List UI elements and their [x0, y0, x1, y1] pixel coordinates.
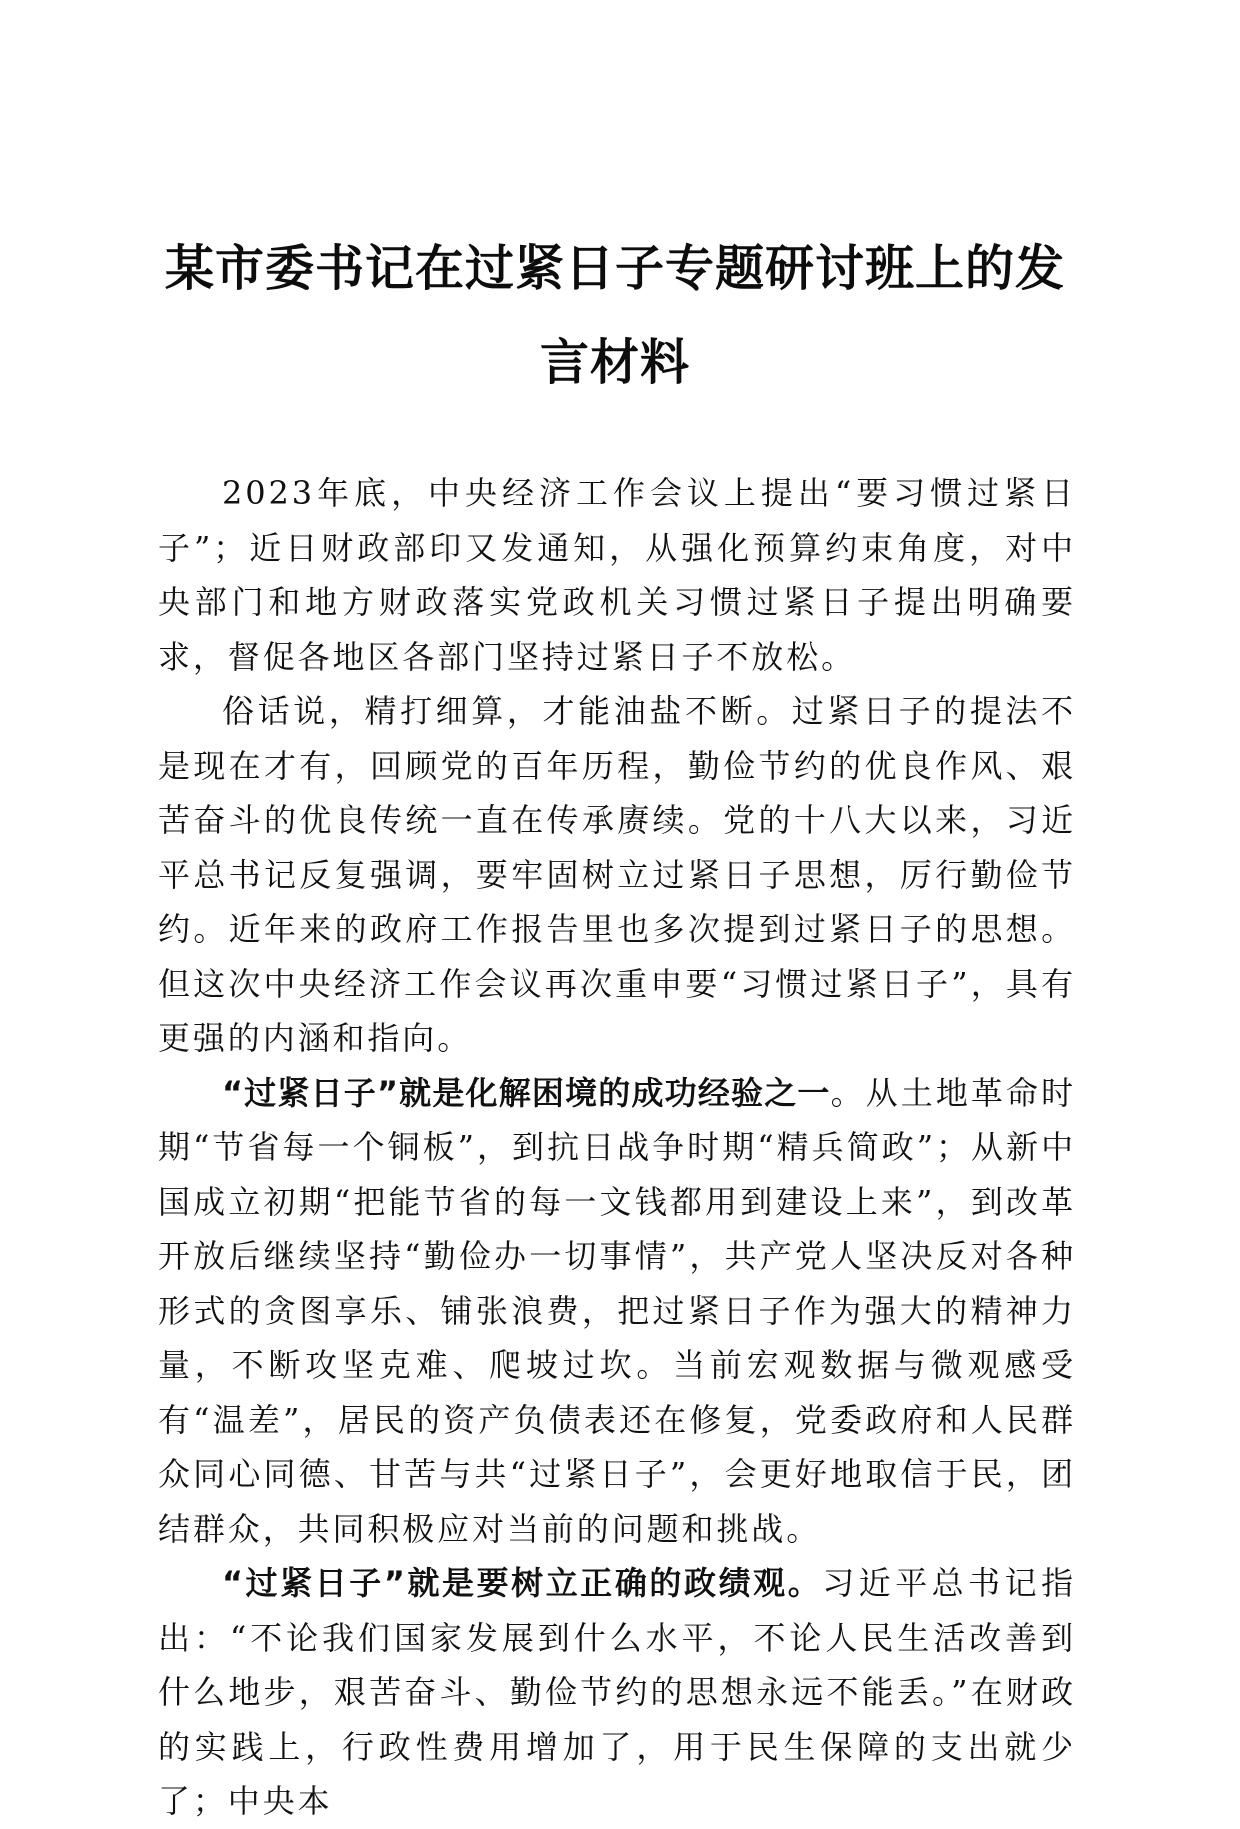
- paragraph-3: [158, 1066, 1076, 1557]
- paragraph-4: [158, 1556, 1076, 1829]
- paragraph-4-lead: “过紧日子”就是要树立正确的政绩观。: [222, 1564, 823, 1602]
- paragraph-3-lead: “过紧日子”就是化解困境的成功经验之一: [222, 1073, 831, 1112]
- paragraph-4-text: 习近平总书记指出：“不论我们国家发展到什么水平，不论人民生活改善到什么地步，艰苦奋斗、勤俭节约的思想永远不能丢。”在财政的实践上，行政性费用增加了，用于民生保障的支出就少了；中央本: [158, 1564, 1076, 1820]
- document-body: [158, 466, 1076, 1829]
- paragraph-2: [158, 684, 1076, 1066]
- document-title: 某市委书记在过紧日子专题研讨班上的发言材料: [164, 240, 1065, 391]
- paragraph-1: [158, 466, 1076, 684]
- paragraph-2-text: 俗话说，精打细算，才能油盐不断。过紧日子的提法不是现在才有，回顾党的百年历程，勤俭节约的优良作风、艰苦奋斗的优良传统一直在传承赓续。党的十八大以来，习近平总书记反复强调，要牢固树立过紧日子思想，厉行勤俭节约。近年来的政府工作报告里也多次提到过紧日子的思想。但这次中央经济工作会议再次重申要“习惯过紧日子”，具有更强的内涵和指向。: [158, 692, 1076, 1057]
- paragraph-1-text: 2023年底，中央经济工作会议上提出“要习惯过紧日子”；近日财政部印又发通知，从强化预算约束角度，对中央部门和地方财政落实党政机关习惯过紧日子提出明确要求，督促各地区各部门坚持过紧日子不放松。: [158, 474, 1076, 676]
- paragraph-3-text: 。从土地革命时期“节省每一个铜板”，到抗日战争时期“精兵简政”；从新中国成立初期“把能节省的每一文钱都用到建设上来”，到改革开放后继续坚持“勤俭办一切事情”，共产党人坚决反对各种形式的贪图享乐、铺张浪费，把过紧日子作为强大的精神力量，不断攻坚克难、爬坡过坎。当前宏观数据与微观感受有“温差”，居民的资产负债表还在修复，党委政府和人民群众同心同德、甘苦与共“过紧日子”，会更好地取信于民，团结群众，共同积极应对当前的问题和挑战。: [158, 1073, 1076, 1548]
